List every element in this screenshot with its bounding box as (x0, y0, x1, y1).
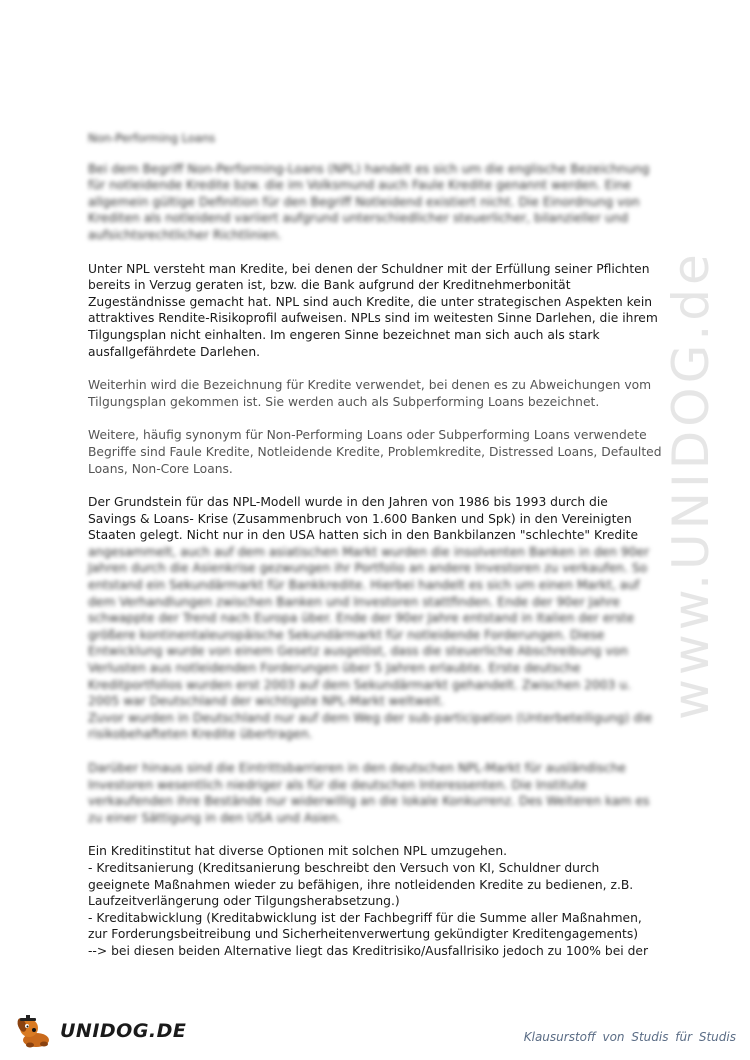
text-line: schwappte der Trend nach Europa über. Ende der 90er Jahre entstand in Italien der erste (88, 611, 635, 626)
text-line: - Kreditsanierung (Kreditsanierung beschreibt den Versuch von KI, Schuldner durch (88, 860, 600, 875)
text-line: Loans, Non-Core Loans. (88, 461, 233, 476)
text-line: Begriffe sind Faule Kredite, Notleidende Kredite, Problemkredite, Distressed Loans, Defaulted (88, 444, 662, 459)
text-line: ausfallgefährdete Darlehen. (88, 344, 261, 359)
text-line: zur Forderungsbeitreibung und Sicherheitenverwertung gekündigter Kreditengagements) (88, 927, 639, 942)
paragraph (88, 377, 668, 410)
paragraph (88, 261, 668, 361)
section-heading: Non-Performing Loans (88, 131, 216, 145)
paragraph (88, 494, 668, 544)
paragraph (88, 843, 668, 959)
document-body (88, 130, 668, 960)
text-line: verkaufenden ihre Bestände nur widerwillig an die lokale Konkurrenz. Des Weiteren kam es (88, 794, 650, 809)
text-line: aufsichtsrechtlicher Richtlinien. (88, 227, 282, 242)
text-line: risikobehafteten Kredite übertragen. (88, 727, 313, 742)
text-line: attraktives Rendite-Risikoprofil aufweisen. NPLs sind im weitesten Sinne Darlehen, die ihrem (88, 311, 658, 326)
text-line: für notleidende Kredite bzw. die im Volksmund auch Faule Kredite genannt werden. Eine (88, 178, 632, 193)
text-line: Investoren wesentlich niedriger als für die deutschen Interessenten. Die Institute (88, 777, 587, 792)
text-line: Tilgungsplan gekommen ist. Sie werden auch als Subperforming Loans bezeichnet. (88, 394, 600, 409)
text-line: Kreditportfolios wurden erst 2003 auf dem Sekundärmarkt gehandelt. Zwischen 2003 u. (88, 677, 631, 692)
text-line: dem Verhandlungen zwischen Banken und Investoren stattfinden. Ende der 90er Jahre (88, 594, 620, 609)
text-line: Entwicklung wurde von einem Gesetz ausgelöst, dass die steuerliche Abschreibung von (88, 644, 628, 659)
paragraph-list (88, 161, 668, 960)
text-line: --> bei diesen beiden Alternative liegt das Kreditrisiko/Ausfallrisiko jedoch zu 100% bei der (88, 943, 649, 958)
text-line: Krediten als notleidend variiert aufgrund unterschiedlicher steuerlicher, bilanzieller und (88, 211, 629, 226)
text-line: geeignete Maßnahmen wieder zu befähigen, ihre notleidenden Kredite zu bedienen, z.B. (88, 877, 634, 892)
paragraph (88, 544, 668, 743)
text-line: Weiterhin wird die Bezeichnung für Kredite verwendet, bei denen es zu Abweichungen vom (88, 378, 652, 393)
unidog-logo[interactable] (14, 1012, 186, 1050)
text-line: allgemein gültige Definition für den Begriff Notleidend existiert nicht. Die Einordnung von (88, 194, 640, 209)
text-line: Der Grundstein für das NPL-Modell wurde in den Jahren von 1986 bis 1993 durch die (88, 495, 608, 510)
text-line: größere kontinentaleuropäische Sekundärmarkt für notleidende Forderungen. Diese (88, 627, 605, 642)
text-line: - Kreditabwicklung (Kreditabwicklung ist der Fachbegriff für die Summe aller Maßnahmen, (88, 910, 642, 925)
text-line: Darüber hinaus sind die Eintrittsbarrieren in den deutschen NPL-Markt für ausländische (88, 761, 626, 775)
text-line: zu einer Sättigung in den USA und Asien. (88, 810, 342, 825)
text-line: Zugeständnisse gemacht hat. NPL sind auch Kredite, die unter strategischen Aspekten kein (88, 294, 653, 309)
text-line: Bei dem Begriff Non-Performing-Loans (NPL) handelt es sich um die englische Bezeichnung (88, 161, 650, 176)
text-line: Tilgungsplan nicht einhalten. Im engeren Sinne bezeichnet man sich auch als stark (88, 327, 600, 342)
dog-mascot-icon (14, 1013, 58, 1049)
logo-text: UNIDOG.DE (60, 1020, 187, 1042)
text-line: Laufzeitverlängerung oder Tilgungsherabsetzung.) (88, 894, 400, 909)
text-line: Ein Kreditinstitut hat diverse Optionen mit solchen NPL umzugehen. (88, 844, 508, 859)
text-line: Weitere, häufig synonym für Non-Performing Loans oder Subperforming Loans verwendete (88, 428, 647, 443)
text-line: angesammelt, auch auf dem asiatischen Markt wurden die insolventen Banken in den 90er (88, 544, 650, 559)
paragraph (88, 427, 668, 477)
text-line: Zuvor wurden in Deutschland nur auf dem Weg der sub-participation (Unterbeteiligung) die (88, 710, 653, 725)
paragraph (88, 760, 668, 826)
text-line: Savings & Loans- Krise (Zusammenbruch von 1.600 Banken und Spk) in den Vereinigten (88, 511, 632, 526)
watermark: www.UNIDOG.de (662, 250, 720, 720)
footer-tagline: Klausurstoff von Studis für Studis (523, 1030, 736, 1044)
text-line: 2005 war Deutschland der wichtigste NPL-Markt weltweit. (88, 694, 445, 709)
text-line: bereits in Verzug geraten ist, bzw. die Bank aufgrund der Kreditnehmerbonität (88, 278, 571, 293)
text-line: entstand ein Sekundärmarkt für Bankkredite. Hierbei handelt es sich um einen Markt, auf (88, 578, 640, 593)
text-line: Staaten gelegt. Nicht nur in den USA hatten sich in den Bankbilanzen "schlechte" Kredite (88, 528, 639, 543)
text-line: Unter NPL versteht man Kredite, bei denen der Schuldner mit der Erfüllung seiner Pflichten (88, 261, 650, 276)
text-line: Jahren durch die Asienkrise gezwungen ihr Portfolio an andere Investoren zu verkaufen. So (88, 561, 648, 576)
text-line: Verlusten aus notleidenden Forderungen über 5 Jahren erlaubte. Erste deutsche (88, 661, 581, 676)
paragraph (88, 161, 668, 244)
